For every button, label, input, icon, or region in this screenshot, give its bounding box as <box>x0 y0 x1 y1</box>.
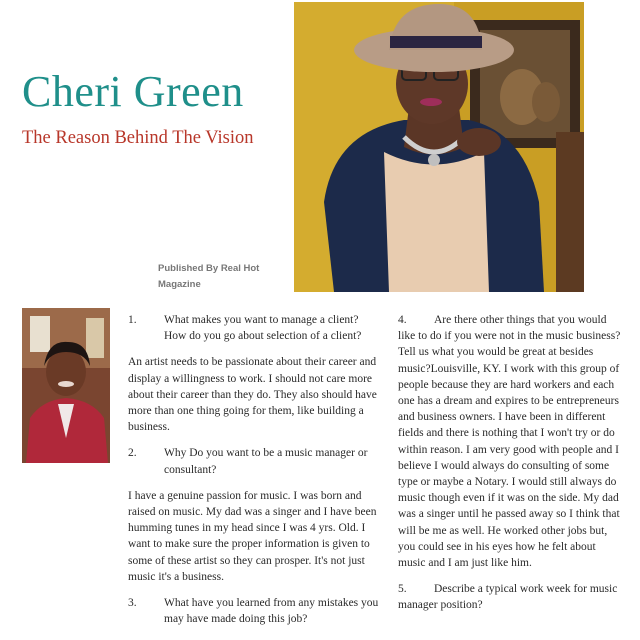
question-5: 5. Describe a typical work week for music manager position? <box>398 583 618 612</box>
portrait-photo <box>294 2 584 292</box>
question-3: 3. What have you learned from any mistakes you may have made doing this job? <box>128 597 379 626</box>
question-2: 2. Why Do you want to be a music manager or consultant? <box>128 447 368 476</box>
interview-column-right <box>398 312 622 624</box>
publisher-credit: Published By Real Hot Magazine <box>158 263 260 290</box>
question-1: 1. What makes you want to manage a client? How do you go about selection of a client? <box>128 314 362 343</box>
article-title: Cheri Green <box>22 67 244 116</box>
answer-1: An artist needs to be passionate about their career and display a willingness to work. I should not care more about their career than they do. They also should have more than one thing going for them, like building a business. <box>128 356 377 434</box>
article-subtitle: The Reason Behind The Vision <box>22 128 254 148</box>
answer-2: I have a genuine passion for music. I was born and raised on music. My dad was a singer and I have been humming tunes in my head since I was 4 yrs. Old. I want to make sure the proper information is given to some of these artist so they can prosper. It's not just music it's a business. <box>128 489 377 583</box>
interview-column-left <box>128 312 380 637</box>
question-4: 4. Are there other things that you would like to do if you were not in the music business? Tell us what you would be great at besides music?Louisville, KY. I work with this group of people because they are hard workers and each one has a dream and expires to be entrepreneurs and business owners. I have been in different fields and there is nothing that I won't try or do within reason. I am very good with people and I believe I would always do consulting of some type or maybe a Notary. I would still always do music though even if it was on the side. My dad was a singer until he passed away so I think that will be me as well. He worked other jobs but, you could see in his eyes how he felt about music and I am just like him. <box>398 314 621 570</box>
inset-photo <box>22 308 110 463</box>
